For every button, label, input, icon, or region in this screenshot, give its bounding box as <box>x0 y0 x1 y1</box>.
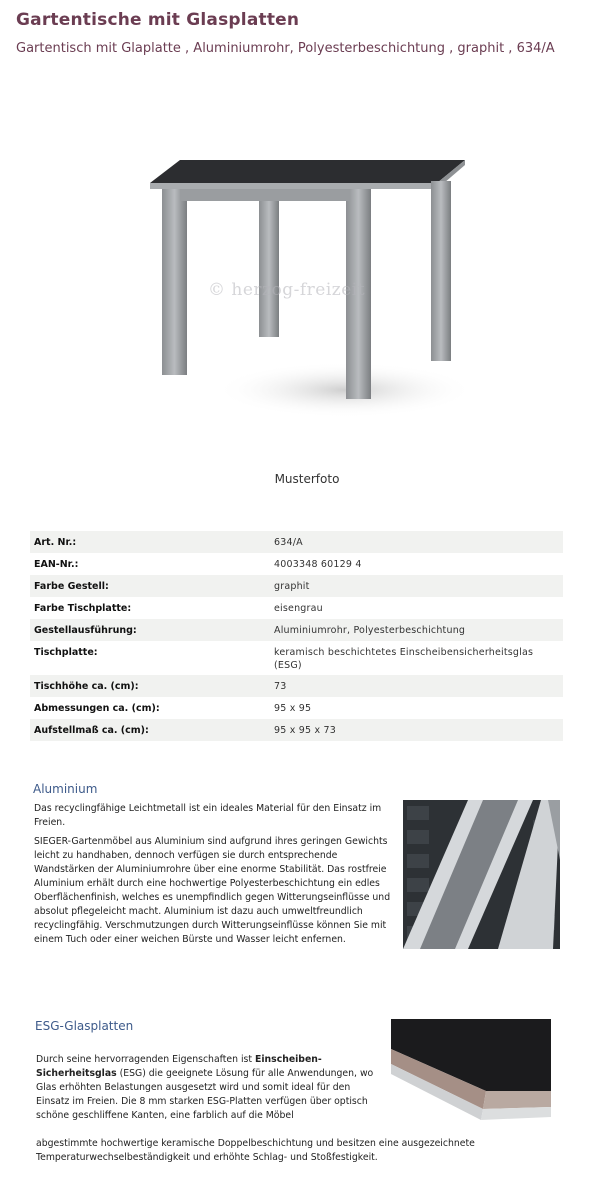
spec-label: EAN-Nr.: <box>34 558 79 570</box>
photo-caption: Musterfoto <box>274 472 340 486</box>
spec-label: Abmessungen ca. (cm): <box>34 702 160 714</box>
spec-value: 95 x 95 <box>274 702 312 714</box>
spec-label: Farbe Tischplatte: <box>34 602 132 614</box>
spec-label: Art. Nr.: <box>30 531 270 553</box>
spec-value: 634/A <box>270 531 563 553</box>
esg-bold-term: Einscheiben-Sicherheitsglas <box>36 1054 322 1079</box>
table-row <box>30 619 563 641</box>
page-title: Gartentische mit Glasplatten <box>16 10 300 30</box>
aluminium-heading: Aluminium <box>33 782 98 796</box>
table-row <box>30 553 563 575</box>
esg-text-start: Durch seine hervorragenden Eigenschaften ist <box>36 1054 255 1065</box>
esg-description-tail: abgestimmte hochwertige keramische Doppelbeschichtung und besitzen eine ausgezeichnete Temperaturwechselbeständigkeit und erhöhte Schlag- und Stoßfestigkeit. <box>36 1138 475 1163</box>
aluminium-description: SIEGER-Gartenmöbel aus Aluminium sind aufgrund ihres geringen Gewichts leicht zu handhaben, dennoch verfügen sie durch entsprechende Wandstärken der Aluminiumrohre über eine enorme Stabilität. Das rostfreie Aluminium erhält durch eine hochwertige Polyesterbeschichtung ein edles Oberflächenfinish, welches es unempfindlich gegen Witterungseinflüsse und absolut pflegeleicht macht. Aluminium ist dazu auch umweltfreundlich recyclingfähig. Verschmutzungen durch Witterungseinflüsse können Sie mit einem Tuch oder einer weichen Bürste und Wasser leicht enfernen. <box>34 836 391 945</box>
spec-label: Tischhöhe ca. (cm): <box>30 675 270 697</box>
table-row <box>30 597 563 619</box>
spec-value: 4003348 60129 4 <box>274 558 362 570</box>
esg-heading: ESG-Glasplatten <box>35 1019 134 1033</box>
table-row <box>30 675 563 697</box>
table-row <box>30 697 563 719</box>
spec-value: Aluminiumrohr, Polyesterbeschichtung <box>270 619 563 641</box>
spec-value: 95 x 95 x 73 <box>270 719 563 741</box>
watermark: © herzog-freizeit <box>208 280 366 300</box>
product-subtitle: Gartentisch mit Glaplatte , Aluminiumrohr, Polyesterbeschichtung , graphit , 634/A <box>16 41 555 56</box>
spec-label: Farbe Gestell: <box>30 575 270 597</box>
glass-edge-image <box>391 1019 551 1120</box>
specs-table <box>30 531 563 741</box>
spec-label: Gestellausführung: <box>30 619 270 641</box>
esg-text-end: (ESG) die geeignete Lösung für alle Anwendungen, wo Glas erhöhten Belastungen ausgesetzt wird und somit ideal für den Einsatz im Freien. Die 8 mm starken ESG-Platten verfügen über optisch schöne geschliffene Kanten, eine farblich auf die Möbel <box>36 1068 374 1121</box>
table-row <box>30 641 563 675</box>
spec-value: 73 <box>270 675 563 697</box>
spec-label: Aufstellmaß ca. (cm): <box>30 719 270 741</box>
table-row <box>30 575 563 597</box>
table-row <box>30 719 563 741</box>
spec-value: keramisch beschichtetes Einscheibensicherheitsglas (ESG) <box>274 647 534 671</box>
spec-label: Tischplatte: <box>34 647 98 658</box>
aluminium-intro: Das recyclingfähige Leichtmetall ist ein ideales Material für den Einsatz im Freien. <box>34 803 382 828</box>
table-row <box>30 531 563 553</box>
esg-description <box>36 1053 376 1123</box>
spec-value: eisengrau <box>274 602 323 614</box>
aluminium-profile-image <box>403 800 560 949</box>
spec-value: graphit <box>270 575 563 597</box>
